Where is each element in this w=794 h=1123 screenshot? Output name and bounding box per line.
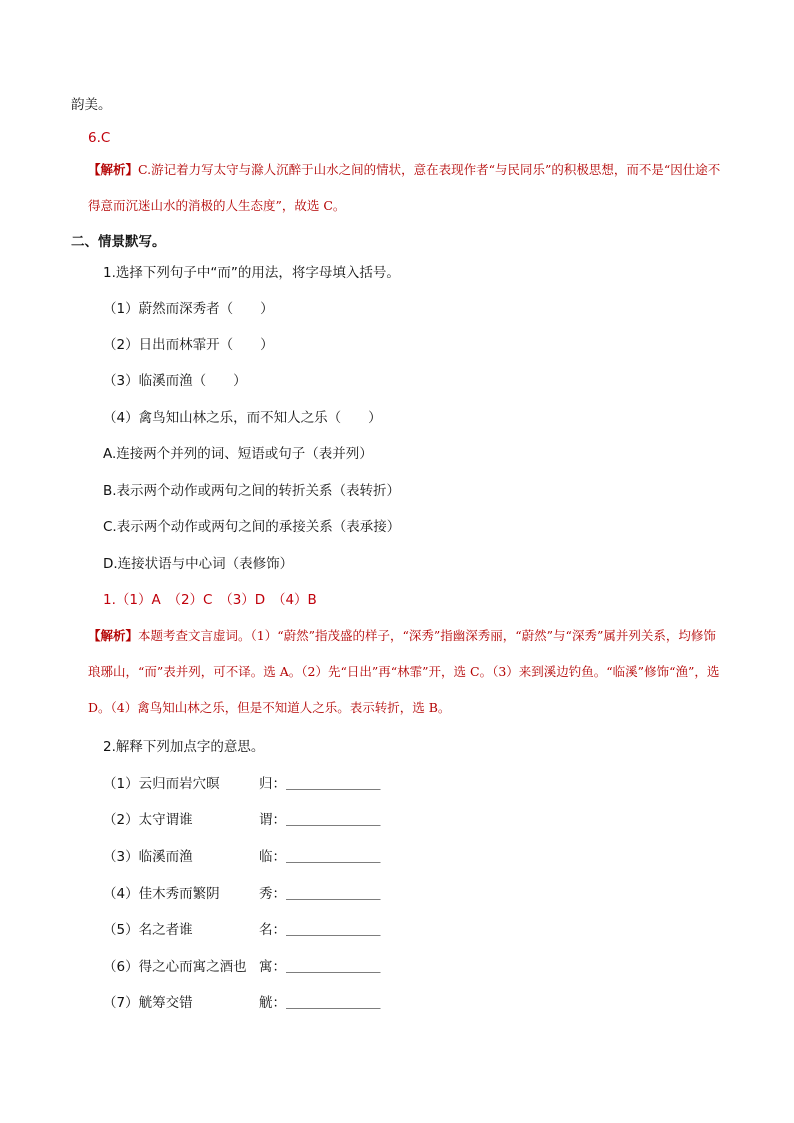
q2-item-char: 名：	[259, 922, 286, 938]
answer-blank: ＿＿＿＿＿＿＿	[286, 886, 381, 902]
q2-item-text: （6）得之心而寓之酒也	[103, 959, 247, 975]
q2-item-char: 谓：	[259, 812, 286, 828]
q1-option-a: A.连接两个并列的词、短语或句子（表并列）	[103, 446, 373, 462]
q1-option-d: D.连接状语与中心词（表修饰）	[103, 556, 294, 572]
answer-blank: ＿＿＿＿＿＿＿	[286, 922, 381, 938]
q2-item-char: 觥：	[259, 995, 286, 1011]
q1-answer: 1.（1）A （2）C （3）D （4）B	[103, 592, 317, 608]
answer-blank: ＿＿＿＿＿＿＿	[286, 959, 381, 975]
answer-blank: ＿＿＿＿＿＿＿	[286, 812, 381, 828]
explanation-6	[88, 152, 728, 224]
q2-item-text: （7）觥筹交错	[103, 995, 193, 1011]
answer-6: 6.C	[88, 130, 111, 146]
q2-item-6	[103, 957, 381, 977]
q2-item-2	[103, 810, 381, 830]
q2-item-text: （5）名之者谁	[103, 922, 193, 938]
q2-item-char: 秀：	[259, 886, 286, 902]
answer-blank: ＿＿＿＿＿＿＿	[286, 776, 381, 792]
q2-item-text: （4）佳木秀而繁阴	[103, 886, 220, 902]
q1-item-3: （3）临溪而渔（ ）	[103, 373, 247, 389]
question-2-prompt: 2.解释下列加点字的意思。	[103, 739, 265, 755]
q1-item-1: （1）蔚然而深秀者（ ）	[103, 301, 274, 317]
explanation-tag: 【解析】	[88, 162, 139, 177]
explanation-text: 本题考查文言虚词。（1）“蔚然”指茂盛的样子，“深秀”指幽深秀丽，“蔚然”与“深秀”属并列关系，均修饰琅琊山，“而”表并列，可不译。选 A。（2）先“日出”再“林霏”开，选 C。（3）来到溪边钓鱼。“临溪”修饰“渔”，选 D。（4）禽鸟知山林之乐，但是不知道人之乐。表示转折，选 B。	[88, 628, 720, 715]
explanation-tag: 【解析】	[88, 628, 139, 643]
question-1-prompt: 1.选择下列句子中“而”的用法，将字母填入括号。	[103, 265, 400, 281]
top-fragment: 韵美。	[71, 97, 112, 113]
q2-item-char: 寓：	[259, 959, 286, 975]
q2-item-7	[103, 993, 381, 1013]
q2-item-text: （2）太守谓谁	[103, 812, 193, 828]
q2-item-5	[103, 920, 381, 940]
answer-blank: ＿＿＿＿＿＿＿	[286, 995, 381, 1011]
q2-item-char: 临：	[259, 849, 286, 865]
explanation-text: C.游记着力写太守与滁人沉醉于山水之间的情状，意在表现作者“与民同乐”的积极思想，而不是“因仕途不得意而沉迷山水的消极的人生态度”，故选 C。	[88, 162, 721, 213]
q2-item-1	[103, 774, 381, 794]
q1-explanation	[88, 618, 728, 726]
answer-blank: ＿＿＿＿＿＿＿	[286, 849, 381, 865]
q1-item-2: （2）日出而林霏开（ ）	[103, 337, 274, 353]
q2-item-text: （3）临溪而渔	[103, 849, 193, 865]
q2-item-3	[103, 847, 381, 867]
q1-option-c: C.表示两个动作或两句之间的承接关系（表承接）	[103, 519, 401, 535]
q1-item-4: （4）禽鸟知山林之乐，而不知人之乐（ ）	[103, 410, 382, 426]
q1-option-b: B.表示两个动作或两句之间的转折关系（表转折）	[103, 483, 401, 499]
section-title: 二、情景默写。	[71, 234, 166, 250]
q2-item-text: （1）云归而岩穴暝	[103, 776, 220, 792]
q2-item-char: 归：	[259, 776, 286, 792]
q2-item-4	[103, 884, 381, 904]
